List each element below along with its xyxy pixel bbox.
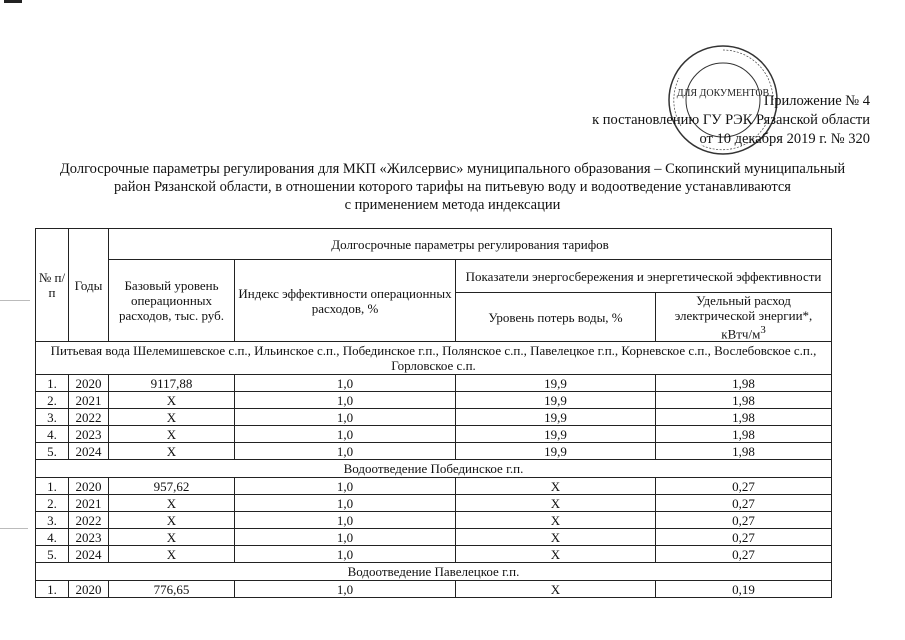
section-title: Водоотведение Павелецкое г.п. (36, 563, 832, 581)
cell-efficiency: 1,0 (235, 546, 456, 563)
cell-efficiency: 1,0 (235, 409, 456, 426)
cell-efficiency: 1,0 (235, 478, 456, 495)
cell-efficiency: 1,0 (235, 529, 456, 546)
table-row (36, 426, 832, 443)
cell-energy: 1,98 (656, 426, 832, 443)
cell-energy: 0,27 (656, 478, 832, 495)
cell-water-loss: 19,9 (456, 443, 656, 460)
cell-year: 2021 (69, 392, 109, 409)
cell-water-loss: 19,9 (456, 426, 656, 443)
cell-year: 2023 (69, 426, 109, 443)
appendix-date: от 10 декабря 2019 г. № 320 (699, 131, 870, 147)
cell-base-level: 9117,88 (109, 375, 235, 392)
cell-water-loss: Х (456, 529, 656, 546)
header-efficiency: Индекс эффективности операционных расходов, % (235, 260, 456, 342)
header-energy-spec: Удельный расход электрической энергии*, кВтч/$м^3$ (656, 293, 832, 342)
section-title: Водоотведение Побединское г.п. (36, 460, 832, 478)
cell-year: 2020 (69, 478, 109, 495)
cell-water-loss: Х (456, 478, 656, 495)
header-water-loss: Уровень потерь воды, % (456, 293, 656, 342)
cell-efficiency: 1,0 (235, 512, 456, 529)
cell-efficiency: 1,0 (235, 375, 456, 392)
cell-water-loss: 19,9 (456, 409, 656, 426)
scan-mark (4, 0, 22, 3)
cell-num: 1. (36, 478, 69, 495)
cell-energy: 1,98 (656, 409, 832, 426)
cell-water-loss: Х (456, 495, 656, 512)
cell-base-level: 957,62 (109, 478, 235, 495)
cell-base-level: Х (109, 512, 235, 529)
parameters-table (35, 228, 832, 598)
cell-water-loss: 19,9 (456, 375, 656, 392)
cell-water-loss: Х (456, 581, 656, 598)
cell-energy: 0,27 (656, 546, 832, 563)
cell-efficiency: 1,0 (235, 426, 456, 443)
table-row (36, 392, 832, 409)
cell-energy: 1,98 (656, 375, 832, 392)
cell-year: 2020 (69, 581, 109, 598)
cell-water-loss: 19,9 (456, 392, 656, 409)
title-line: район Рязанской области, в отношении которого тарифы на питьевую воду и водоотведение устанавливаются (114, 179, 791, 195)
cell-year: 2023 (69, 529, 109, 546)
cell-energy: 0,27 (656, 512, 832, 529)
table-body (36, 342, 832, 598)
cell-base-level: Х (109, 495, 235, 512)
table-row (36, 546, 832, 563)
appendix-reference: к постановлению ГУ РЭК Рязанской области (592, 112, 870, 128)
cell-energy: 1,98 (656, 443, 832, 460)
cell-num: 5. (36, 443, 69, 460)
table-row (36, 409, 832, 426)
cell-year: 2022 (69, 409, 109, 426)
section-row (36, 563, 832, 581)
section-row (36, 342, 832, 375)
cell-efficiency: 1,0 (235, 392, 456, 409)
header-energy-group: Показатели энергосбережения и энергетической эффективности (456, 260, 832, 293)
cell-num: 2. (36, 392, 69, 409)
cell-water-loss: Х (456, 512, 656, 529)
cell-energy: 0,27 (656, 495, 832, 512)
table-row (36, 495, 832, 512)
section-row (36, 460, 832, 478)
header-group: Долгосрочные параметры регулирования тарифов (109, 229, 832, 260)
title-line: с применением метода индексации (344, 197, 561, 213)
cell-energy: 0,27 (656, 529, 832, 546)
table-row (36, 375, 832, 392)
header-years: Годы (69, 229, 109, 342)
title-line: Долгосрочные параметры регулирования для МКП «Жилсервис» муниципального образования – Скопинский муниципальный (59, 161, 846, 177)
cell-base-level: Х (109, 409, 235, 426)
cell-num: 4. (36, 529, 69, 546)
cell-num: 5. (36, 546, 69, 563)
cell-base-level: Х (109, 529, 235, 546)
cell-base-level: Х (109, 546, 235, 563)
cell-year: 2024 (69, 443, 109, 460)
header-base-level: Базовый уровень операционных расходов, тыс. руб. (109, 260, 235, 342)
appendix-number: Приложение № 4 (763, 93, 870, 109)
cell-base-level: 776,65 (109, 581, 235, 598)
cell-year: 2020 (69, 375, 109, 392)
cell-num: 2. (36, 495, 69, 512)
cell-base-level: Х (109, 392, 235, 409)
cell-base-level: Х (109, 426, 235, 443)
cell-efficiency: 1,0 (235, 495, 456, 512)
cell-num: 3. (36, 409, 69, 426)
cell-num: 4. (36, 426, 69, 443)
cell-efficiency: 1,0 (235, 443, 456, 460)
cell-year: 2021 (69, 495, 109, 512)
table-row (36, 529, 832, 546)
table-row (36, 581, 832, 598)
scan-artifact (0, 528, 28, 529)
table-row (36, 512, 832, 529)
cell-num: 1. (36, 581, 69, 598)
document-title (20, 160, 885, 214)
header-num: № п/п (36, 229, 69, 342)
section-title: Питьевая вода Шелемишевское с.п., Ильинское с.п., Побединское г.п., Полянское с.п., Павелецкое г.п., Корневское с.п., Вослебовское с.п., Горловское с.п. (36, 342, 832, 375)
appendix-block (592, 92, 870, 149)
cell-num: 3. (36, 512, 69, 529)
cell-energy: 0,19 (656, 581, 832, 598)
cell-water-loss: Х (456, 546, 656, 563)
cell-base-level: Х (109, 443, 235, 460)
cell-year: 2022 (69, 512, 109, 529)
scan-artifact (0, 300, 30, 301)
cell-energy: 1,98 (656, 392, 832, 409)
table-row (36, 478, 832, 495)
stamp-text: ДЛЯ ДОКУМЕНТОВ (676, 88, 770, 99)
table-row (36, 443, 832, 460)
cell-efficiency: 1,0 (235, 581, 456, 598)
cell-num: 1. (36, 375, 69, 392)
cell-year: 2024 (69, 546, 109, 563)
